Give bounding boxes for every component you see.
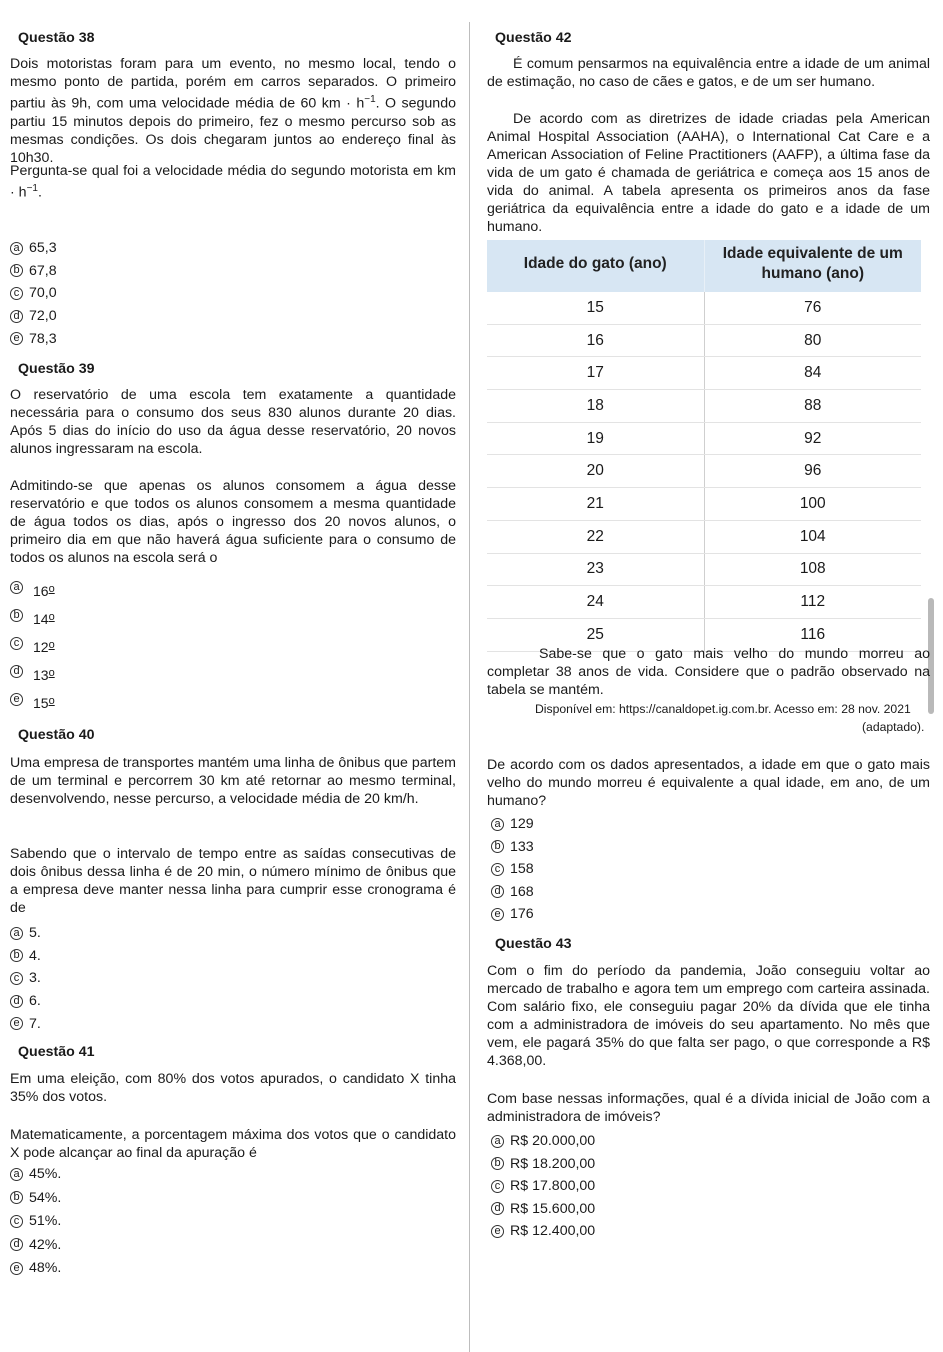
cat-age-table	[487, 240, 921, 652]
option-letter-icon: c	[10, 287, 23, 300]
table-row	[487, 520, 921, 553]
cell-human-age: 80	[704, 324, 921, 357]
cell-human-age: 104	[704, 520, 921, 553]
option-number: 12	[33, 639, 49, 655]
option-letter-icon: d	[491, 1202, 504, 1215]
option-text	[33, 610, 55, 630]
option-text: 168	[510, 883, 534, 900]
cell-cat-age: 25	[487, 618, 704, 651]
option-a[interactable]	[10, 1165, 61, 1183]
option-text: 5.	[29, 925, 41, 941]
option-text: 45%.	[29, 1166, 62, 1182]
cell-cat-age: 24	[487, 586, 704, 619]
q40-question: Sabendo que o intervalo de tempo entre as saídas consecutivas de dois ônibus dessa linha é de 20 min, o número mínimo de ônibus que a empresa deve manter nessa linha para cumprir esse cronograma é de	[10, 846, 456, 916]
option-text: 65,3	[29, 240, 57, 256]
option-a[interactable]	[10, 924, 41, 942]
option-letter-icon: b	[10, 609, 23, 622]
option-e[interactable]	[10, 1259, 61, 1277]
option-letter-icon: d	[10, 310, 23, 323]
option-text: R$ 20.000,00	[510, 1133, 596, 1149]
table-header-row	[487, 240, 921, 292]
option-text	[33, 638, 55, 658]
q43-question: Com base nessas informações, qual é a dívida inicial de João com a administradora de imóveis?	[487, 1091, 930, 1125]
q42-source-note: (adaptado).	[862, 720, 925, 734]
cell-human-age: 88	[704, 390, 921, 423]
option-b[interactable]	[491, 1155, 595, 1173]
q38-text-end: . O segundo partiu 15 minutos depois do primeiro, fez o mesmo percurso sob as mesmas condições. Os dois chegaram juntos ao endereço final às 10h30.	[10, 95, 456, 166]
q42-intro: É comum pensarmos na equivalência entre a idade de um animal de estimação, no caso de cães e gatos, e de um ser humano.	[487, 56, 930, 90]
q42-title: Questão 42	[495, 30, 572, 46]
option-text: 54%.	[29, 1189, 62, 1206]
ordinal-mark: o	[48, 667, 55, 679]
ordinal-mark: o	[48, 695, 55, 707]
option-a[interactable]	[491, 815, 534, 833]
option-text: 72,0	[29, 308, 57, 325]
q38-statement	[10, 55, 456, 167]
q38-title: Questão 38	[18, 30, 95, 46]
q38-text: Dois motoristas foram para um evento, no mesmo local, tendo o mesmo ponto de partida, porém em carros separados. O primeiro partiu às 9h, com uma velocidade média de 60 km · h	[10, 56, 456, 112]
option-a[interactable]	[10, 239, 57, 257]
cell-human-age: 116	[704, 618, 921, 651]
option-b[interactable]	[491, 838, 534, 856]
table-row	[487, 292, 921, 324]
option-b[interactable]	[10, 262, 57, 280]
option-letter-icon: c	[10, 1215, 23, 1228]
option-text: R$ 15.600,00	[510, 1200, 596, 1217]
cell-cat-age: 19	[487, 422, 704, 455]
cell-cat-age: 16	[487, 324, 704, 357]
option-text: 6.	[29, 993, 41, 1010]
option-c[interactable]	[491, 860, 534, 878]
option-text: 3.	[29, 970, 41, 987]
q41-question: Matematicamente, a porcentagem máxima dos votos que o candidato X pode alcançar ao final da apuração é	[10, 1127, 456, 1161]
option-letter-icon: c	[491, 1180, 504, 1193]
option-text: 51%.	[29, 1213, 62, 1229]
q41-title: Questão 41	[18, 1044, 95, 1060]
cell-human-age: 76	[704, 292, 921, 324]
q38-question-text: Pergunta-se qual foi a velocidade média do segundo motorista em km · h	[10, 163, 456, 201]
option-a[interactable]	[491, 1132, 595, 1150]
option-letter-icon: e	[10, 693, 23, 706]
ordinal-mark: o	[48, 583, 55, 595]
q38-exponent: −1	[364, 94, 376, 105]
table-row	[487, 488, 921, 521]
option-text: 78,3	[29, 330, 57, 347]
option-number: 13	[33, 667, 49, 683]
option-number: 14	[33, 611, 49, 627]
option-text: R$ 18.200,00	[510, 1155, 596, 1172]
column-divider	[469, 22, 470, 1352]
option-letter-icon: e	[491, 1225, 504, 1238]
cell-cat-age: 20	[487, 455, 704, 488]
option-text: 7.	[29, 1015, 41, 1032]
option-letter-icon: a	[10, 1168, 23, 1181]
option-letter-icon: d	[10, 1238, 23, 1251]
q42-context: De acordo com as diretrizes de idade criadas pela American Animal Hospital Association (AAHA), o International Cat Care e a American Association of Feline Practitioners (AAFP), a última fase da vida de um gato é chamada de geriátrica e começa aos 15 anos de vida do animal. A tabela apresenta os primeiros anos da fase geriátrica da equivalência entre a idade do gato e a idade de um humano.	[487, 111, 930, 235]
option-text: 176	[510, 906, 534, 922]
q40-title: Questão 40	[18, 727, 95, 743]
option-d[interactable]	[491, 1200, 595, 1218]
q40-statement: Uma empresa de transportes mantém uma linha de ônibus que partem de um terminal e percorrem 30 km até retornar ao mesmo terminal, desenvolvendo, nesse percurso, a velocidade média de 20 km/h.	[10, 755, 456, 807]
q39-statement: O reservatório de uma escola tem exatamente a quantidade necessária para o consumo dos seus 830 alunos durante 20 dias. Após 5 dias do início do uso da água desse reservatório, 20 novos alunos ingressaram na escola.	[10, 387, 456, 457]
option-letter-icon: b	[491, 1157, 504, 1170]
table-row	[487, 553, 921, 586]
q43-title: Questão 43	[495, 936, 572, 952]
table-row	[487, 357, 921, 390]
cell-cat-age: 23	[487, 553, 704, 586]
option-c[interactable]	[10, 969, 41, 987]
cell-human-age: 92	[704, 422, 921, 455]
option-e[interactable]	[491, 1222, 595, 1240]
cell-human-age: 96	[704, 455, 921, 488]
table-row	[487, 390, 921, 423]
option-letter-icon: b	[10, 264, 23, 277]
option-text	[33, 666, 55, 686]
ordinal-mark: o	[48, 639, 55, 651]
option-b[interactable]	[10, 947, 41, 965]
table-header-human-age: Idade equivalente de um humano (ano)	[704, 240, 921, 292]
option-number: 15	[33, 695, 49, 711]
option-letter-icon: e	[10, 1262, 23, 1275]
ordinal-mark: o	[48, 611, 55, 623]
option-letter-icon: e	[491, 908, 504, 921]
q42-question: De acordo com os dados apresentados, a idade em que o gato mais velho do mundo morreu é equivalente a qual idade, em ano, de um humano?	[487, 757, 930, 809]
cell-human-age: 108	[704, 553, 921, 586]
option-letter-icon: c	[10, 637, 23, 650]
option-d[interactable]	[10, 661, 55, 681]
option-e[interactable]	[10, 330, 57, 348]
table-row	[487, 324, 921, 357]
option-b[interactable]	[10, 1189, 61, 1207]
q38-question-exponent: −1	[26, 183, 38, 194]
table-row	[487, 586, 921, 619]
cell-human-age: 84	[704, 357, 921, 390]
table-header-cat-age: Idade do gato (ano)	[487, 240, 704, 292]
cell-cat-age: 17	[487, 357, 704, 390]
table-row	[487, 455, 921, 488]
cell-human-age: 100	[704, 488, 921, 521]
q41-statement: Em uma eleição, com 80% dos votos apurados, o candidato X tinha 35% dos votos.	[10, 1071, 456, 1105]
option-letter-icon: b	[10, 1191, 23, 1204]
q42-observation: Sabe-se que o gato mais velho do mundo morreu ao completar 38 anos de vida. Considere que o padrão observado na tabela se mantém.	[487, 646, 930, 698]
option-letter-icon: d	[10, 665, 23, 678]
option-text: 133	[510, 838, 534, 855]
option-letter-icon: b	[10, 949, 23, 962]
option-b[interactable]	[10, 605, 55, 625]
option-letter-icon: a	[10, 581, 23, 594]
cell-cat-age: 15	[487, 292, 704, 324]
option-letter-icon: e	[10, 1017, 23, 1030]
option-text	[33, 582, 55, 602]
table-row	[487, 422, 921, 455]
q38-question-end: .	[37, 184, 42, 201]
option-e[interactable]	[10, 689, 55, 709]
option-d[interactable]	[491, 883, 534, 901]
cell-human-age: 112	[704, 586, 921, 619]
q43-statement: Com o fim do período da pandemia, João conseguiu voltar ao mercado de trabalho e agora tem um emprego com carteira assinada. Com salário fixo, ele conseguiu pagar 20% da dívida que ele tinha com a administradora de imóveis do seu apartamento. No mês que vem, ele pagará 35% do que falta ser pago, o que corresponde a R$ 4.368,00.	[487, 963, 930, 1069]
q38-question	[10, 162, 456, 202]
option-number: 16	[33, 583, 49, 599]
option-d[interactable]	[10, 307, 57, 325]
option-c[interactable]	[491, 1177, 595, 1195]
option-text: 70,0	[29, 285, 57, 302]
option-e[interactable]	[491, 905, 534, 923]
option-letter-icon: a	[10, 242, 23, 255]
option-letter-icon: a	[491, 818, 504, 831]
option-c[interactable]	[10, 633, 55, 653]
option-text: 158	[510, 861, 534, 877]
option-d[interactable]	[10, 992, 41, 1010]
option-a[interactable]	[10, 577, 55, 597]
option-text: R$ 17.800,00	[510, 1178, 596, 1194]
option-text: 4.	[29, 947, 41, 964]
q39-question: Admitindo-se que apenas os alunos consomem a água desse reservatório e que todos os alunos consomem a mesma quantidade de água todos os dias, após o ingresso dos 20 novos alunos, o primeiro dia em que não haverá água suficiente para o consumo de todos os alunos na escola será o	[10, 478, 456, 566]
cell-cat-age: 18	[487, 390, 704, 423]
option-d[interactable]	[10, 1236, 61, 1254]
q42-source: Disponível em: https://canaldopet.ig.com.br. Acesso em: 28 nov. 2021	[535, 702, 911, 716]
option-letter-icon: c	[491, 863, 504, 876]
option-text: 48%.	[29, 1260, 62, 1276]
q39-title: Questão 39	[18, 361, 95, 377]
option-e[interactable]	[10, 1015, 41, 1033]
cell-cat-age: 21	[487, 488, 704, 521]
option-text: 67,8	[29, 262, 57, 279]
cell-cat-age: 22	[487, 520, 704, 553]
option-letter-icon: d	[491, 885, 504, 898]
option-letter-icon: e	[10, 332, 23, 345]
option-letter-icon: a	[491, 1135, 504, 1148]
option-letter-icon: d	[10, 995, 23, 1008]
option-text: R$ 12.400,00	[510, 1223, 596, 1239]
option-text: 129	[510, 816, 534, 832]
option-text: 42%.	[29, 1236, 62, 1253]
option-letter-icon: b	[491, 840, 504, 853]
option-c[interactable]	[10, 1212, 61, 1230]
option-text	[33, 694, 55, 714]
option-c[interactable]	[10, 284, 57, 302]
option-letter-icon: a	[10, 927, 23, 940]
option-letter-icon: c	[10, 972, 23, 985]
